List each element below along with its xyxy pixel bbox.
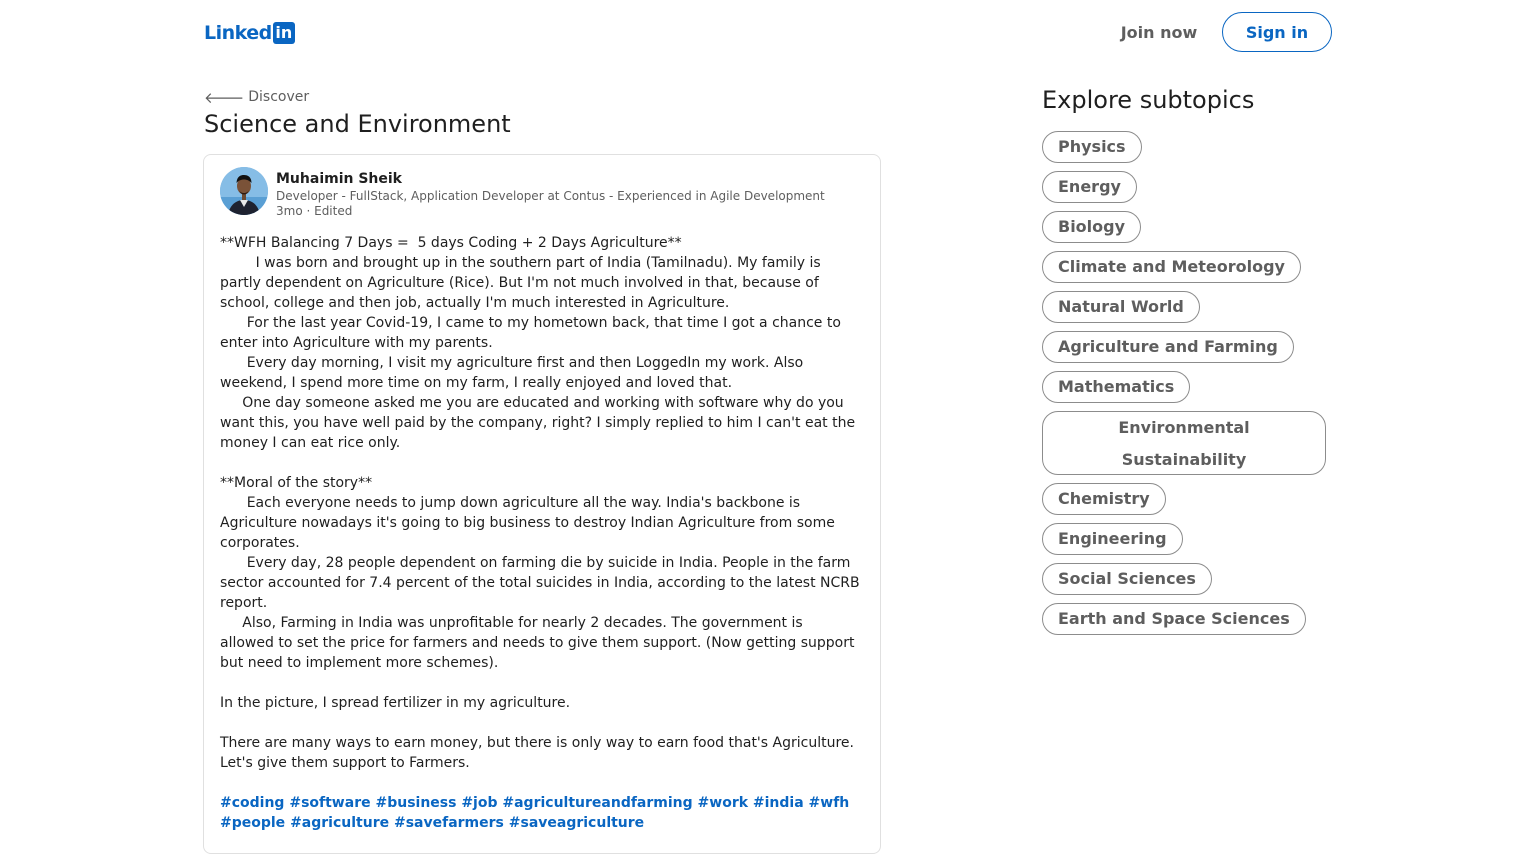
subtopic-pill[interactable]: Social Sciences — [1042, 563, 1212, 595]
post-text-line — [220, 673, 870, 693]
post-text-line: **Moral of the story** — [220, 475, 373, 491]
hashtag-link[interactable]: #agriculture — [290, 815, 390, 831]
post-text-line: There are many ways to earn money, but there is only way to earn food that's Agriculture. — [220, 735, 854, 751]
post-text-line: school, college and then job, actually I'm much interested in Agriculture. — [220, 295, 730, 311]
subtopic-pill[interactable]: Physics — [1042, 131, 1142, 163]
logo-wordmark: Linked — [204, 22, 272, 44]
post-hashtags — [220, 793, 870, 833]
post-text-line: Let's give them support to Farmers. — [220, 755, 470, 771]
post-text-line: sector accounted for 7.4 percent of the total suicides in India, according to the latest NCRB — [220, 575, 860, 591]
post-card — [203, 154, 881, 854]
post-text — [220, 233, 870, 793]
linkedin-logo[interactable] — [204, 22, 295, 44]
hashtag-link[interactable]: #job — [461, 795, 498, 811]
post-text-line: I was born and brought up in the southern part of India (Tamilnadu). My family is — [220, 255, 821, 271]
hashtag-link[interactable]: #coding — [220, 795, 285, 811]
post-text-line: For the last year Covid-19, I came to my hometown back, that time I got a chance to — [220, 315, 841, 331]
logo-in-box: in — [273, 22, 295, 44]
post-text-line: want this, you have well paid by the company, right? I simply replied to him I can't eat the — [220, 415, 856, 431]
post-text-line — [220, 713, 870, 733]
post-text-line: money I can eat rice only. — [220, 435, 401, 451]
post-text-line: corporates. — [220, 535, 300, 551]
post-text-line: Every day morning, I visit my agriculture first and then LoggedIn my work. Also — [220, 355, 804, 371]
post-text-line: report. — [220, 595, 268, 611]
sign-in-button[interactable]: Sign in — [1222, 12, 1332, 52]
post-text-line: Every day, 28 people dependent on farming die by suicide in India. People in the farm — [220, 555, 851, 571]
hashtag-link[interactable]: #software — [289, 795, 371, 811]
hashtag-row — [220, 813, 870, 833]
explore-subtopics-heading: Explore subtopics — [1042, 86, 1255, 114]
subtopic-pill[interactable]: Natural World — [1042, 291, 1200, 323]
hashtag-link[interactable]: #saveagriculture — [508, 815, 645, 831]
hashtag-link[interactable]: #work — [697, 795, 749, 811]
post-text-line: Agriculture nowadays it's going to big business to destroy Indian Agriculture from some — [220, 515, 835, 531]
hashtag-link[interactable]: #wfh — [808, 795, 850, 811]
post-text-line — [220, 453, 870, 473]
hashtag-link[interactable]: #agricultureandfarming — [502, 795, 693, 811]
post-text-line: In the picture, I spread fertilizer in my agriculture. — [220, 695, 571, 711]
hashtag-link[interactable]: #india — [752, 795, 804, 811]
post-text-line: but need to implement more schemes). — [220, 655, 499, 671]
post-text-line: allowed to set the price for farmers and needs to give them support. (Now getting support — [220, 635, 855, 651]
subtopic-pill[interactable]: Agriculture and Farming — [1042, 331, 1294, 363]
avatar[interactable] — [220, 167, 268, 215]
subtopic-pill[interactable]: Chemistry — [1042, 483, 1166, 515]
subtopic-pill[interactable]: Biology — [1042, 211, 1141, 243]
hashtag-link[interactable]: #people — [220, 815, 286, 831]
post-text-line: **WFH Balancing 7 Days = 5 days Coding + 2 Days Agriculture** — [220, 235, 682, 251]
post-text-line: Also, Farming in India was unprofitable for nearly 2 decades. The government is — [220, 615, 803, 631]
post-text-line — [220, 773, 870, 793]
subtopic-pill[interactable]: Mathematics — [1042, 371, 1190, 403]
back-label: Discover — [248, 89, 310, 105]
post-text-line: One day someone asked me you are educated and working with software why do you — [220, 395, 844, 411]
author-headline: Developer - FullStack, Application Developer at Contus - Experienced in Agile Development — [276, 189, 825, 203]
subtopics-list — [1042, 131, 1332, 643]
subtopic-pill[interactable]: Environmental Sustainability — [1042, 411, 1326, 475]
subtopic-pill[interactable]: Energy — [1042, 171, 1137, 203]
top-header — [0, 0, 1536, 64]
subtopic-pill[interactable]: Engineering — [1042, 523, 1183, 555]
post-text-line: enter into Agriculture with my parents. — [220, 335, 493, 351]
page-title: Science and Environment — [204, 110, 511, 138]
post-text-line: partly dependent on Agriculture (Rice). But I'm not much involved in that, because of — [220, 275, 819, 291]
post-timestamp: 3mo · Edited — [276, 204, 353, 218]
avatar-photo-icon — [220, 167, 268, 215]
post-text-line: weekend, I spend more time on my farm, I really enjoyed and loved that. — [220, 375, 733, 391]
subtopic-pill[interactable]: Climate and Meteorology — [1042, 251, 1301, 283]
author-name[interactable]: Muhaimin Sheik — [276, 171, 402, 187]
arrow-left-icon: 🡐 — [204, 88, 245, 107]
hashtag-row — [220, 793, 870, 813]
hashtag-link[interactable]: #savefarmers — [393, 815, 504, 831]
subtopic-pill[interactable]: Earth and Space Sciences — [1042, 603, 1306, 635]
hashtag-link[interactable]: #business — [375, 795, 457, 811]
back-to-discover-link[interactable] — [204, 88, 309, 106]
join-now-button[interactable]: Join now — [1120, 22, 1198, 42]
post-text-line: Each everyone needs to jump down agriculture all the way. India's backbone is — [220, 495, 801, 511]
